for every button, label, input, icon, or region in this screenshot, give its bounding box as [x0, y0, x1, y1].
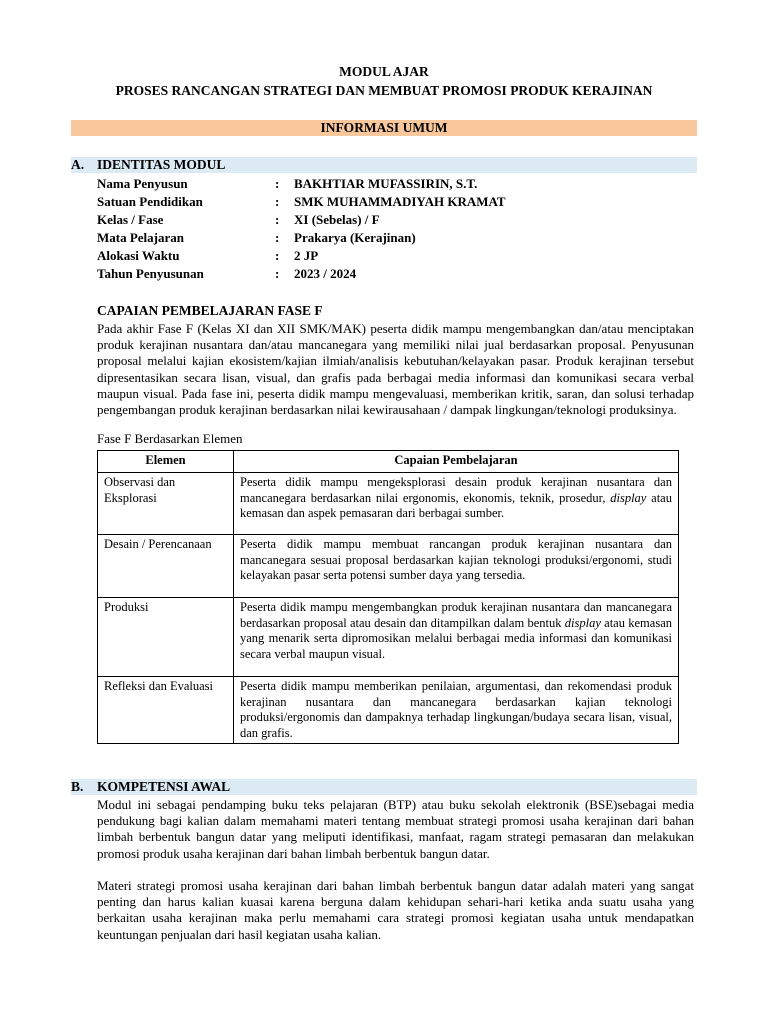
identity-colon: :	[275, 176, 280, 191]
table-row	[98, 535, 679, 598]
identity-value: Prakarya (Kerajinan)	[294, 230, 416, 245]
elemen-cell: Observasi dan Eksplorasi	[98, 473, 234, 535]
identity-colon: :	[275, 212, 280, 227]
capaian-text: Peserta didik mampu mengembangkan produk kerajinan nusantara dan mancanegara berdasarkan proposal atau desain dan ditampilkan dalam bentuk	[240, 600, 672, 630]
identity-label: Nama Penyusun	[97, 176, 188, 191]
capaian-text: Peserta didik mampu membuat rancangan produk kerajinan nusantara dan mancanegara sesuai proposal berdasarkan kajian teknologi produksi/ergonomi, studi kelayakan pasar serta potensi sumber daya yang tersedia.	[240, 537, 672, 582]
identity-value: XI (Sebelas) / F	[294, 212, 380, 227]
capaian-cell	[234, 535, 679, 598]
elemen-cell: Desain / Perencanaan	[98, 535, 234, 598]
capaian-emphasis: display	[564, 615, 601, 630]
capaian-cell	[234, 598, 679, 677]
identity-label: Alokasi Waktu	[97, 248, 180, 263]
table-header-row	[98, 451, 679, 473]
capaian-cell	[234, 677, 679, 744]
section-a-letter: A.	[71, 157, 85, 172]
identity-label: Kelas / Fase	[97, 212, 164, 227]
capaian-text: atau kemasan dan aspek pemasaran dari berbagai sumber.	[240, 490, 672, 520]
kompetensi-paragraph-2: Materi strategi promosi usaha kerajinan dari bahan limbah berbentuk bangun datar adalah materi yang sangat penting dan harus kalian kuasai karena berguna dalam kehidupan sehari-hari ketika anda suatu usaha yang berkaitan usaha kerajinan maka perlu memahami cara strategi promosi kegiatan usaha untuk mendapatkan keuntungan penjualan dari hasil kegiatan usaha kalian.	[97, 878, 694, 942]
table-row	[98, 677, 679, 744]
table-row	[98, 598, 679, 677]
capaian-table	[97, 450, 679, 744]
capaian-text: Peserta didik mampu mengeksplorasi desain produk kerajinan nusantara dan mancanegara berdasarkan nilai ergonomis, ekonomis, teknik, prosedur,	[240, 475, 672, 505]
identity-label: Tahun Penyusunan	[97, 266, 204, 281]
capaian-text: Peserta didik mampu memberikan penilaian, argumentasi, dan rekomendasi produk kerajinan nusantara dan mancanegara berdasarkan kajian teknologi produksi/ergonomis dan dampaknya terhadap lingkungan/budaya secara lisan, visual, dan grafis.	[240, 679, 672, 740]
identity-value: 2023 / 2024	[294, 266, 357, 281]
capaian-paragraph: Pada akhir Fase F (Kelas XI dan XII SMK/MAK) peserta didik mampu mengembangkan dan/atau menciptakan produk kerajinan nusantara dan/atau mancanegara yang memiliki nilai jual berdasarkan proposal. Penyusunan proposal melalui kajian ekosistem/kajian ilmiah/analisis kebutuhan/kelayakan pasar. Produk kerajinan tersebut dipresentasikan secara lisan, visual, dan grafis pada berbagai media informasi dan komunikasi secara verbal maupun visual. Pada fase ini, peserta didik mampu mengevaluasi, memberikan kritik, saran, dan solusi terhadap pengembangan produk kerajinan berdasarkan nilai kewirausahaan / dampak lingkungan/teknologi produksinya.	[97, 321, 694, 418]
capaian-heading: CAPAIAN PEMBELAJARAN FASE F	[97, 303, 323, 318]
kompetensi-paragraph-1: Modul ini sebagai pendamping buku teks pelajaran (BTP) atau buku sekolah elektronik (BSE)sebagai media pendukung bagi kalian dalam memahami materi tentang membuat strategi promosi usaha kerajinan dari bahan limbah berbentuk bangun datar yang meliputi identifikasi, manfaat, ragam strategi pemasaran dan melakukan promosi produk usaha kerajinan dari bahan limbah berbentuk bangun datar.	[97, 797, 694, 861]
info-umum-band: INFORMASI UMUM	[71, 120, 697, 136]
capaian-cell	[234, 473, 679, 535]
identity-value: BAKHTIAR MUFASSIRIN, S.T.	[294, 176, 478, 191]
document-title: MODUL AJAR	[339, 64, 429, 79]
section-a-title: IDENTITAS MODUL	[97, 157, 226, 172]
identity-label: Satuan Pendidikan	[97, 194, 203, 209]
column-header-capaian: Capaian Pembelajaran	[234, 451, 679, 473]
identity-colon: :	[275, 194, 280, 209]
section-a-header	[71, 157, 697, 173]
identity-colon: :	[275, 248, 280, 263]
section-b-header	[71, 779, 697, 795]
elemen-cell: Produksi	[98, 598, 234, 677]
document-subtitle: PROSES RANCANGAN STRATEGI DAN MEMBUAT PROMOSI PRODUK KERAJINAN	[115, 83, 653, 98]
section-b-title: KOMPETENSI AWAL	[97, 779, 231, 794]
section-b-letter: B.	[71, 779, 84, 794]
table-caption: Fase F Berdasarkan Elemen	[97, 431, 243, 446]
identity-colon: :	[275, 266, 280, 281]
column-header-elemen: Elemen	[98, 451, 234, 473]
identity-label: Mata Pelajaran	[97, 230, 185, 245]
table-row	[98, 473, 679, 535]
identity-value: SMK MUHAMMADIYAH KRAMAT	[294, 194, 506, 209]
elemen-cell: Refleksi dan Evaluasi	[98, 677, 234, 744]
capaian-emphasis: display	[610, 490, 647, 505]
capaian-text: atau kemasan yang menarik serta dipromosikan melalui berbagai media informasi dan komunikasi secara verbal maupun visual.	[240, 615, 672, 661]
identity-value: 2 JP	[294, 248, 319, 263]
identity-colon: :	[275, 230, 280, 245]
